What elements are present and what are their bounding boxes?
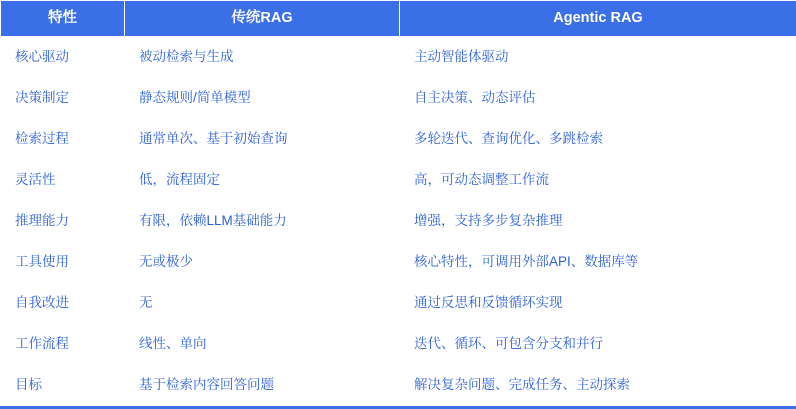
table-header-row (1, 1, 796, 37)
table-row (1, 37, 796, 78)
table-row (1, 119, 796, 160)
table-row (1, 78, 796, 119)
cell-feature: 工具使用 (1, 242, 125, 283)
table-header (1, 1, 796, 37)
cell-traditional: 静态规则/简单模型 (125, 78, 400, 119)
cell-traditional: 通常单次、基于初始查询 (125, 119, 400, 160)
cell-traditional: 低，流程固定 (125, 160, 400, 201)
cell-feature: 检索过程 (1, 119, 125, 160)
table-row (1, 283, 796, 324)
cell-traditional: 线性、单向 (125, 324, 400, 365)
cell-traditional: 被动检索与生成 (125, 37, 400, 78)
cell-agentic: 多轮迭代、查询优化、多跳检索 (400, 119, 796, 160)
column-header-feature: 特性 (1, 1, 125, 37)
cell-feature: 核心驱动 (1, 37, 125, 78)
cell-traditional: 无或极少 (125, 242, 400, 283)
cell-agentic: 增强，支持多步复杂推理 (400, 201, 796, 242)
cell-traditional: 无 (125, 283, 400, 324)
table-row (1, 365, 796, 406)
cell-traditional: 有限，依赖LLM基础能力 (125, 201, 400, 242)
cell-agentic: 自主决策、动态评估 (400, 78, 796, 119)
table-row (1, 160, 796, 201)
cell-feature: 目标 (1, 365, 125, 406)
cell-agentic: 解决复杂问题、完成任务、主动探索 (400, 365, 796, 406)
cell-agentic: 迭代、循环、可包含分支和并行 (400, 324, 796, 365)
cell-feature: 决策制定 (1, 78, 125, 119)
cell-feature: 灵活性 (1, 160, 125, 201)
table-row (1, 324, 796, 365)
cell-feature: 推理能力 (1, 201, 125, 242)
cell-traditional: 基于检索内容回答问题 (125, 365, 400, 406)
cell-feature: 自我改进 (1, 283, 125, 324)
cell-agentic: 高，可动态调整工作流 (400, 160, 796, 201)
cell-feature: 工作流程 (1, 324, 125, 365)
cell-agentic: 主动智能体驱动 (400, 37, 796, 78)
table-body (1, 37, 796, 406)
table-row (1, 201, 796, 242)
table-row (1, 242, 796, 283)
cell-agentic: 通过反思和反馈循环实现 (400, 283, 796, 324)
column-header-traditional-rag: 传统RAG (125, 1, 400, 37)
cell-agentic: 核心特性，可调用外部API、数据库等 (400, 242, 796, 283)
column-header-agentic-rag: Agentic RAG (400, 1, 796, 37)
